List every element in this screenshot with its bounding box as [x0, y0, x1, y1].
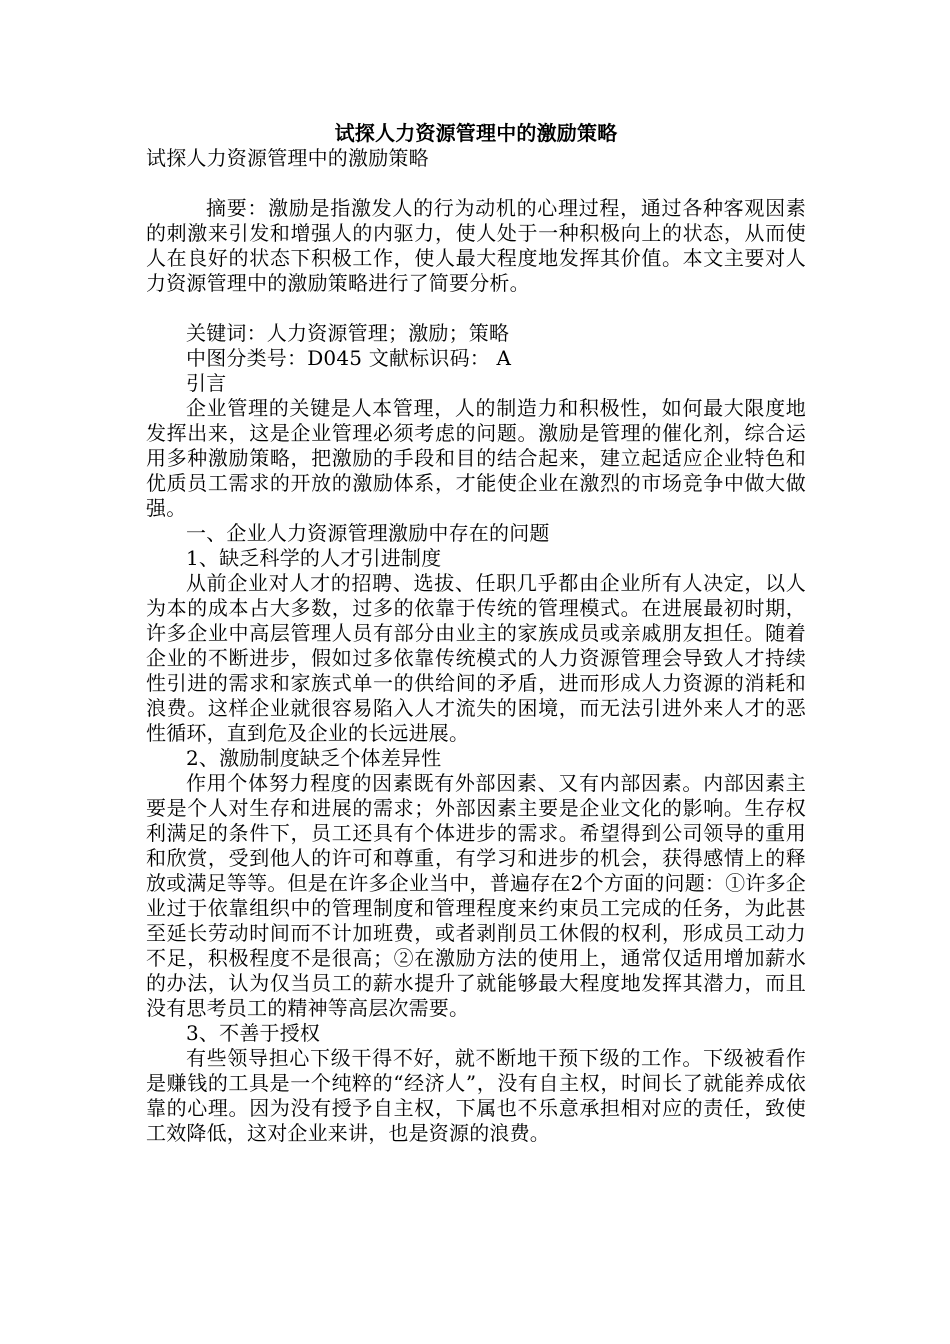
subsection-3-paragraph: 有些领导担心下级干得不好，就不断地干预下级的工作。下级被看作是赚钱的工具是一个纯粹的“经济人”，没有自主权，时间长了就能养成依靠的心理。因为没有授予自主权，下属也不乐意承担相对应的责任，致使工效降低，这对企业来讲，也是资源的浪费。: [146, 1046, 806, 1145]
subsection-3-heading: 3、不善于授权: [186, 1021, 321, 1045]
document-page: [146, 120, 806, 1146]
abstract-paragraph: 摘要：激励是指激发人的行为动机的心理过程，通过各种客观因素的刺激来引发和增强人的内驱力，使人处于一种积极向上的状态，从而使人在良好的状态下积极工作，使人最大程度地发挥其价值。本文主要对人力资源管理中的激励策略进行了简要分析。: [146, 196, 806, 295]
section-1-heading: 一、企业人力资源管理激励中存在的问题: [186, 521, 550, 545]
subsection-1-heading: 1、缺乏科学的人才引进制度: [186, 546, 442, 570]
intro-heading: 引言: [186, 371, 227, 395]
keywords-line: 关键词：人力资源管理；激励；策略: [186, 321, 510, 345]
intro-paragraph: 企业管理的关键是人本管理，人的制造力和积极性，如何最大限度地发挥出来，这是企业管理必须考虑的问题。激励是管理的催化剂，综合运用多种激励策略，把激励的手段和目的结合起来，建立起适应企业特色和优质员工需求的开放的激励体系，才能使企业在激烈的市场竞争中做大做强。: [146, 396, 806, 520]
blank-line: [146, 296, 806, 321]
classification-line: 中图分类号：D045 文献标识码： A: [186, 346, 512, 370]
blank-line: [146, 171, 806, 196]
subsection-2-heading: 2、激励制度缺乏个体差异性: [186, 746, 442, 770]
subsection-2-paragraph: 作用个体努力程度的因素既有外部因素、又有内部因素。内部因素主要是个人对生存和进展的需求；外部因素主要是企业文化的影响。生存权利满足的条件下，员工还具有个体进步的需求。希望得到公司领导的重用和欣赏，受到他人的许可和尊重，有学习和进步的机会，获得感情上的释放或满足等等。但是在许多企业当中，普遍存在2个方面的问题：①许多企业过于依靠组织中的管理制度和管理程度来约束员工完成的任务，为此甚至延长劳动时间而不计加班费，或者剥削员工休假的权利，形成员工动力不足，积极程度不是很高；②在激励方法的使用上，通常仅适用增加薪水的办法，认为仅当员工的薪水提升了就能够最大程度地发挥其潜力，而且没有思考员工的精神等高层次需要。: [146, 771, 806, 1020]
document-subtitle: 试探人力资源管理中的激励策略: [146, 146, 429, 170]
document-title: 试探人力资源管理中的激励策略: [334, 121, 618, 145]
subsection-1-paragraph: 从前企业对人才的招聘、选拔、任职几乎都由企业所有人决定，以人为本的成本占大多数，过多的依靠于传统的管理模式。在进展最初时期，许多企业中高层管理人员有部分由业主的家族成员或亲戚朋友担任。随着企业的不断进步，假如过多依靠传统模式的人力资源管理会导致人才持续性引进的需求和家族式单一的供给间的矛盾，进而形成人力资源的消耗和浪费。这样企业就很容易陷入人才流失的困境，而无法引进外来人才的恶性循环，直到危及企业的长远进展。: [146, 571, 806, 745]
